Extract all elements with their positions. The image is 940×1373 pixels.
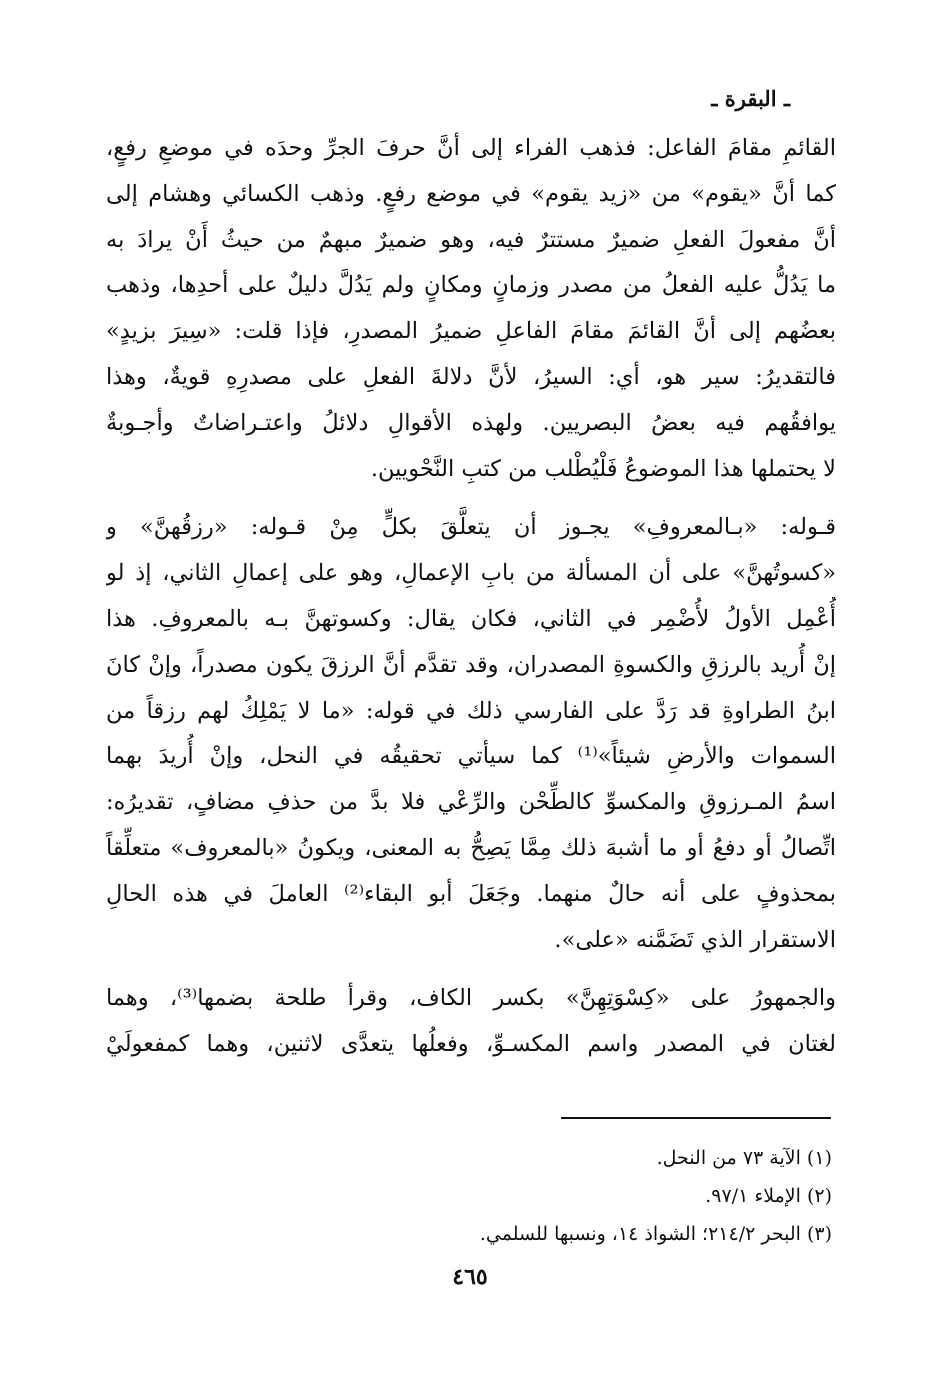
text-line: أنَّ مفعولَ الفعلِ ضميرٌ مستترٌ فيه، وهو ضميرٌ مبهمٌ من حيثُ أَنْ يرادَ به xyxy=(106,226,836,253)
footnote-separator xyxy=(561,1117,831,1119)
paragraph-3 xyxy=(106,976,836,1068)
footnote: (٣) البحر ٢١٤/٢؛ الشواذ ١٤، ونسبها للسلمي. xyxy=(479,1223,832,1245)
text-line: بمحذوفٍ على أنه حالٌ منهما. وجَعَلَ أبو البقاء⁽²⁾ العاملَ في هذه الحالِ xyxy=(106,880,836,907)
text-line: والجمهورُ على «كِسْوَتِهِنَّ» بكسر الكاف، وقرأ طلحة بضمها⁽³⁾، وهما xyxy=(106,985,836,1012)
text-line: كما أنَّ «يقوم» من «زيد يقوم» في موضع رفعٍ. وذهب الكسائي وهشام إلى xyxy=(106,180,836,207)
text-line: القائمِ مقامَ الفاعل: فذهب الفراء إلى أنَّ حرفَ الجرِّ وحدَه في موضعِ رفعٍ، xyxy=(106,135,836,161)
text-line: اسمُ المـرزوقِ والمكسوِّ كالطِّحْن والرِّعْي فلا بدَّ من حذفِ مضافٍ، تقديرُه: xyxy=(106,789,836,816)
paragraph-1 xyxy=(106,126,836,492)
page-number: ٤٦٥ xyxy=(452,1264,488,1290)
text-line: السموات والأرضِ شيئاً»⁽¹⁾ كما سيأتي تحقيقُه في النحل، وإنْ أُريدَ بهما xyxy=(106,743,836,770)
text-line: فالتقديرُ: سير هو، أي: السيرُ، لأنَّ دلالةَ الفعلِ على مصدرِهِ قويةٌ، وهذا xyxy=(106,363,836,390)
paragraph-gap xyxy=(106,963,836,976)
running-header: ـ البقرة ـ xyxy=(711,86,790,111)
paragraph-gap xyxy=(106,492,836,505)
text-line: أُعْمِل الأولُ لأُضْمِر في الثاني، فكان يقال: وكسوتهنَّ بـه بالمعروفِ. هذا xyxy=(106,605,836,632)
text-line: «كسوتُهنَّ» على أن المسألة من بابِ الإعمالِ، وهو على إعمالِ الثاني، إذ لو xyxy=(106,560,836,587)
text-line: قـوله: «بـالمعروفِ» يجـوز أن يتعلَّقَ بكلٍّ مِنْ قـوله: «رزقُهنَّ» و xyxy=(106,514,836,541)
text-line: الاستقرار الذي تَضَمَّنه «على». xyxy=(554,926,836,953)
text-line: بعضُهم إلى أنَّ القائمَ مقامَ الفاعلِ ضميرُ المصدرِ، فإذا قلت: «سِيرَ بزيدٍ» xyxy=(106,318,836,345)
footnote: (١) الآية ٧٣ من النحل. xyxy=(656,1147,832,1169)
text-line: اتِّصالُ أو دفعُ أو ما أشبهَ ذلك مِمَّا يَصِحُّ به المعنى، ويكونُ «بالمعروف» متعلِّقاً xyxy=(106,834,836,861)
main-text xyxy=(106,126,836,1068)
text-line: ابنُ الطراوةِ قد رَدَّ على الفارسي ذلك في قوله: «ما لا يَمْلِكُ لهم رزقاً من xyxy=(106,697,836,724)
text-line: يوافقُهم فيه بعضُ البصريين. ولهذه الأقوالِ دلائلُ واعتـراضاتٌ وأجـوبةٌ xyxy=(106,409,836,436)
paragraph-2 xyxy=(106,505,836,963)
footnote: (٢) الإملاء ٩٧/١. xyxy=(705,1185,832,1207)
text-line: ما يَدُلُّ عليه الفعلُ من مصدر وزمانٍ ومكانٍ ولم يَدُلَّ دليلٌ على أحدِها، وذهب xyxy=(106,272,836,299)
footnotes xyxy=(232,1139,832,1253)
text-line: لا يحتملها هذا الموضوعُ فَلْيُطْلب من كتبِ النَّحْويين. xyxy=(370,455,836,482)
text-line: إنْ أُريد بالرزقِ والكسوةِ المصدران، وقد تقدَّم أنَّ الرزقَ يكون مصدراً، وإنْ كانَ xyxy=(106,651,836,678)
text-line: لغتان في المصدر واسم المكسـوِّ، وفعلُها يتعدَّى لاثنين، وهما كمفعولَيْ xyxy=(106,1031,836,1058)
